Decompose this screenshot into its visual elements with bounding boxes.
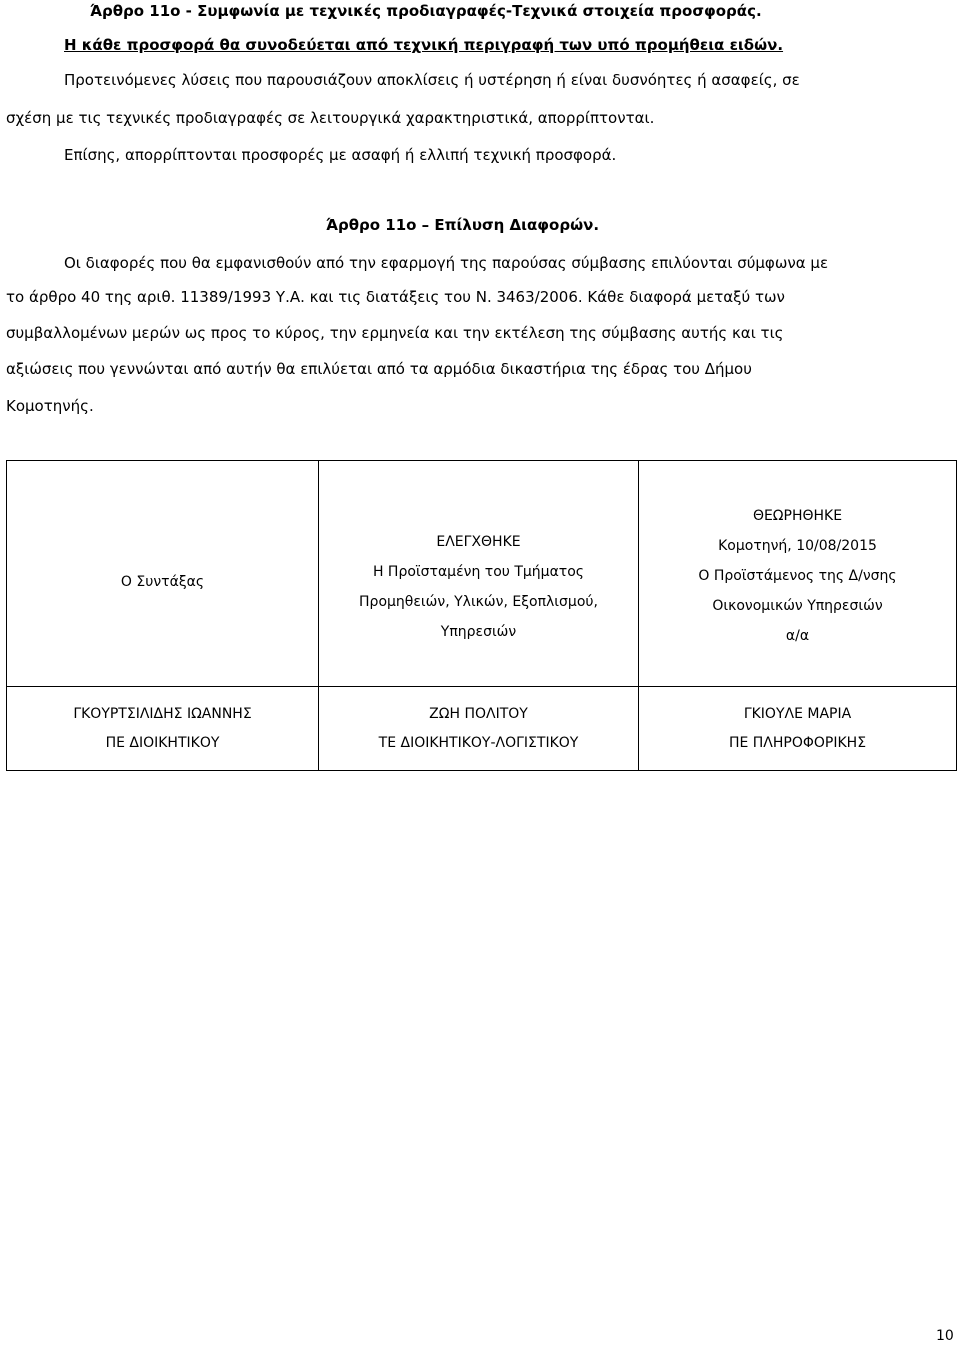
approved-title: ΠΕ ΠΛΗΡΟΦΟΡΙΚΗΣ	[728, 734, 867, 751]
checked-position-line: Υπηρεσιών	[440, 623, 517, 640]
checked-name: ΖΩΗ ΠΟΛΙΤΟΥ	[429, 705, 528, 722]
checked-position-line: Η Προϊσταμένη του Τμήματος	[372, 563, 585, 580]
composer-cell	[7, 461, 319, 687]
approved-name: ΓΚΙΟΥΛΕ ΜΑΡΙΑ	[743, 705, 852, 722]
article-paragraph-line: Οι διαφορές που θα εμφανισθούν από την εφαρμογή της παρούσας σύμβασης επιλύονται σύμφωνα με	[64, 254, 829, 272]
approved-position-line: α/α	[785, 627, 810, 644]
article-subtitle-technical-description: Η κάθε προσφορά θα συνοδεύεται από τεχνική περιγραφή των υπό προμήθεια ειδών.	[64, 36, 784, 54]
article-paragraph-line: Προτεινόμενες λύσεις που παρουσιάζουν αποκλίσεις ή υστέρηση ή είναι δυσνόητες ή ασαφείς, σε	[64, 71, 800, 89]
approved-position-line: Οικονομικών Υπηρεσιών	[712, 597, 883, 614]
composer-title: ΠΕ ΔΙΟΙΚΗΤΙΚΟΥ	[105, 734, 220, 751]
signatures-table	[6, 460, 957, 771]
approved-position-line: Ο Προϊστάμενος της Δ/νσης	[698, 567, 897, 584]
checked-title: ΤΕ ΔΙΟΙΚΗΤΙΚΟΥ-ΛΟΓΙΣΤΙΚΟΥ	[378, 734, 579, 751]
approved-heading: ΘΕΩΡΗΘΗΚΕ	[752, 507, 843, 524]
article-title-technical-specs: Άρθρο 11ο - Συμφωνία με τεχνικές προδιαγραφές-Τεχνικά στοιχεία προσφοράς.	[90, 2, 762, 20]
checked-position-line: Προμηθειών, Υλικών, Εξοπλισμού,	[359, 593, 598, 610]
article-paragraph-line: το άρθρο 40 της αριθ. 11389/1993 Υ.Α. και τις διατάξεις του Ν. 3463/2006. Κάθε διαφορά μεταξύ των	[6, 288, 785, 306]
article-paragraph: Επίσης, απορρίπτονται προσφορές με ασαφή ή ελλιπή τεχνική προσφορά.	[64, 146, 617, 164]
article-paragraph-line: Κομοτηνής.	[6, 397, 94, 415]
approved-name-cell	[639, 687, 957, 771]
article-title-dispute-resolution: Άρθρο 11ο – Επίλυση Διαφορών.	[326, 216, 600, 234]
approved-place-date: Κομοτηνή, 10/08/2015	[718, 537, 877, 554]
article-paragraph-line: αξιώσεις που γεννώνται από αυτήν θα επιλύεται από τα αρμόδια δικαστήρια της έδρας του Δήμου	[6, 360, 752, 378]
checked-heading: ΕΛΕΓΧΘΗΚΕ	[436, 533, 521, 550]
composer-name: ΓΚΟΥΡΤΣΙΛΙΔΗΣ ΙΩΑΝΝΗΣ	[73, 705, 252, 722]
checked-name-cell	[319, 687, 639, 771]
article-paragraph-line: σχέση με τις τεχνικές προδιαγραφές σε λειτουργικά χαρακτηριστικά, απορρίπτονται.	[6, 109, 655, 127]
approved-cell	[639, 461, 957, 687]
composer-role: Ο Συντάξας	[120, 573, 205, 590]
article-paragraph-line: συμβαλλομένων μερών ως προς το κύρος, την ερμηνεία και την εκτέλεση της σύμβασης αυτής και τις	[6, 324, 784, 342]
checked-cell	[319, 461, 639, 687]
page-number: 10	[936, 1328, 954, 1344]
composer-name-cell	[7, 687, 319, 771]
